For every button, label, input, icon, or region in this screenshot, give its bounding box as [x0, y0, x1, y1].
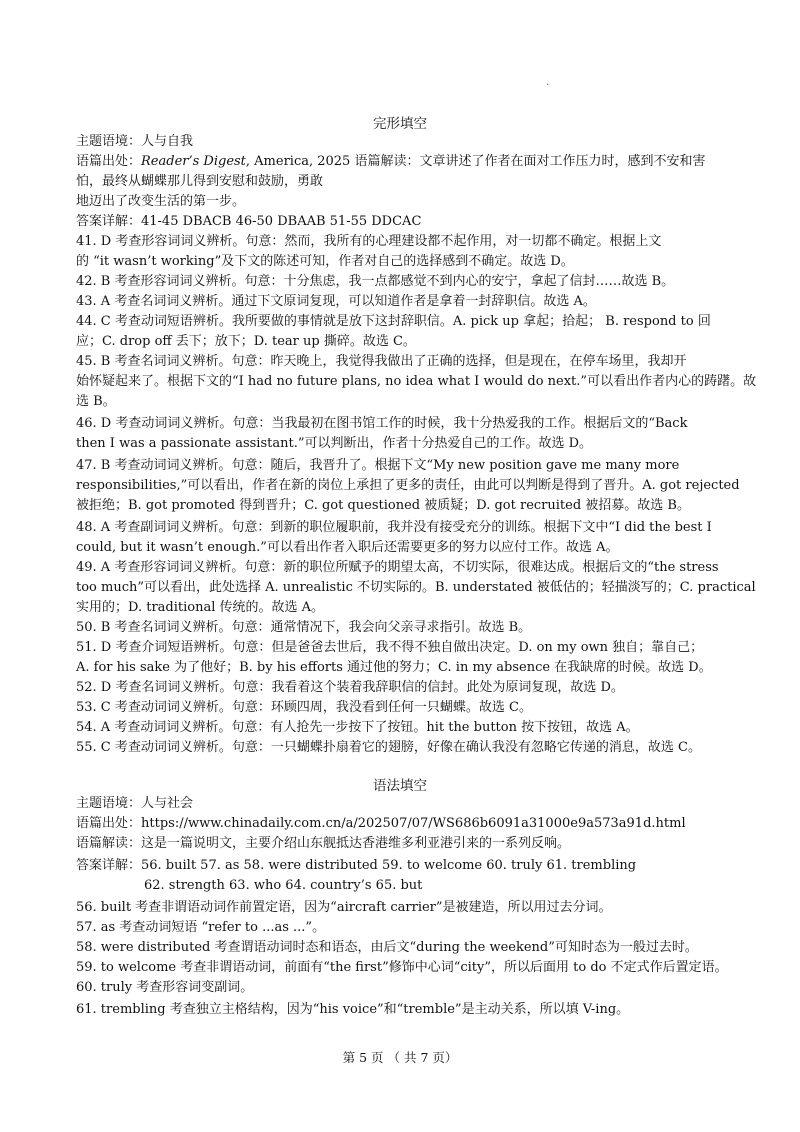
cloze-source-publication: Reader’s Digest — [141, 154, 246, 169]
cloze-summary-line-1: 怕，最终从蝴蝶那儿得到安慰和鼓励，勇敢 — [76, 174, 324, 189]
grammar-item-line: 57. as 考查动词短语 “refer to ...as ...”。 — [76, 920, 326, 935]
cloze-item-line: 始怀疑起来了。根据下文的“I had no future plans, no idea what I would do next.”可以看出作者内心的踌躇。故 — [76, 374, 757, 389]
cloze-item-line: 48. A 考查副词词义辨析。句意：到新的职位履职前，我并没有接受充分的训练。根据下文中“I did the best I — [76, 520, 712, 535]
grammar-section-title: 语法填空 — [373, 778, 427, 794]
cloze-item-line: A. for his sake 为了他好；B. by his efforts 通过他的努力；C. in my absence 在我缺席的时候。故选 D。 — [76, 660, 712, 675]
cloze-item-line: 42. B 考查形容词词义辨析。句意：十分焦虑，我一点都感觉不到内心的安宁，拿起了信封……故选 B。 — [76, 274, 675, 289]
cloze-item-line: 实用的；D. traditional 传统的。故选 A。 — [76, 600, 325, 615]
cloze-item-line: 53. C 考查动词词义辨析。句意：环顾四周，我没看到任何一只蝴蝶。故选 C。 — [76, 700, 532, 715]
cloze-summary-line-2: 地迈出了改变生活的第一步。 — [76, 194, 246, 209]
cloze-item-line: 51. D 考查介词短语辨析。句意：但是爸爸去世后，我不得不独自做出决定。D. on my own 独自；靠自己； — [76, 640, 704, 655]
cloze-section-title: 完形填空 — [373, 116, 427, 132]
cloze-item-line: 44. C 考查动词短语辨析。我所要做的事情就是放下这封辞职信。A. pick up 拿起；拾起； B. respond to 回 — [76, 314, 711, 329]
cloze-item-line: then I was a passionate assistant.”可以判断出，作者十分热爱自己的工作。故选 D。 — [76, 436, 593, 451]
cloze-item-line: 45. B 考查名词词义辨析。句意：昨天晚上，我觉得我做出了正确的选择，但是现在，在停车场里，我却开 — [76, 354, 687, 369]
cloze-item-line: 49. A 考查形容词词义辨析。句意：新的职位所赋予的期望太高，不切实际，很难达成。根据后文的“the stress — [76, 560, 719, 575]
grammar-item-line: 61. trembling 考查独立主格结构，因为“his voice”和“tremble”是主动关系，所以填 V-ing。 — [76, 1002, 630, 1017]
cloze-item-line: 43. A 考查名词词义辨析。通过下文原词复现，可以知道作者是拿着一封辞职信。故选 A。 — [76, 294, 596, 309]
cloze-item-line: 55. C 考查动词词义辨析。句意：一只蝴蝶扑扇着它的翅膀，好像在确认我没有忽略它传递的消息，故选 C。 — [76, 740, 701, 755]
cloze-item-line: 50. B 考查名词词义辨析。句意：通常情况下，我会向父亲寻求指引。故选 B。 — [76, 620, 532, 635]
corner-mark: · — [546, 80, 550, 91]
cloze-item-line: could, but it wasn’t enough.”可以看出作者入职后还需要更多的努力以应付工作。故选 A。 — [76, 540, 619, 555]
cloze-item-line: 应；C. drop off 丢下；放下；D. tear up 撕碎。故选 C。 — [76, 334, 416, 349]
cloze-source-prefix: 语篇出处： — [76, 154, 142, 169]
grammar-item-line: 56. built 考查非谓语动词作前置定语，因为“aircraft carrier”是被建造，所以用过去分词。 — [76, 900, 612, 915]
cloze-theme: 主题语境：人与自我 — [76, 134, 194, 149]
cloze-item-line: 54. A 考查动词词义辨析。句意：有人抢先一步按下了按钮。hit the button 按下按钮，故选 A。 — [76, 720, 639, 735]
cloze-item-line: 46. D 考查动词词义辨析。句意：当我最初在图书馆工作的时候，我十分热爱我的工作。根据后文的“Back — [76, 416, 688, 431]
grammar-item-line: 60. truly 考查形容词变副词。 — [76, 980, 254, 995]
cloze-item-line: responsibilities,”可以看出，作者在新的岗位上承担了更多的责任，由此可以判断是得到了晋升。A. got rejected — [76, 478, 740, 493]
grammar-summary: 语篇解读：这是一篇说明文，主要介绍山东舰抵达香港维多利亚港引来的一系列反响。 — [76, 836, 571, 851]
grammar-item-line: 58. were distributed 考查谓语动词时态和语态，由后文“during the weekend”可知时态为一般过去时。 — [76, 940, 698, 955]
cloze-source-suffix: , America, 2025 语篇解读：文章讲述了作者在面对工作压力时，感到不安和害 — [245, 154, 706, 169]
cloze-answers: 答案详解：41-45 DBACB 46-50 DBAAB 51-55 DDCAC — [76, 214, 422, 229]
cloze-item-line: 41. D 考查形容词词义辨析。句意：然而，我所有的心理建设都不起作用，对一切都不确定。根据上文 — [76, 234, 662, 249]
page-footer: 第 5 页 （ 共 7 页） — [342, 1050, 458, 1065]
cloze-item-line: 选 B。 — [76, 394, 116, 409]
cloze-item-line: 52. D 考查名词词义辨析。句意：我看着这个装着我辞职信的信封。此处为原词复现，故选 D。 — [76, 680, 624, 695]
cloze-item-line: 47. B 考查动词词义辨析。句意：随后，我晋升了。根据下文“My new position gave me many more — [76, 458, 680, 473]
grammar-item-line: 59. to welcome 考查非谓语动词，前面有“the first”修饰中心词“city”，所以后面用 to do 不定式作后置定语。 — [76, 960, 728, 975]
cloze-source — [76, 152, 736, 172]
cloze-item-line: 被拒绝；B. got promoted 得到晋升；C. got questioned 被质疑；D. got recruited 被招募。故选 B。 — [76, 498, 690, 513]
grammar-theme: 主题语境：人与社会 — [76, 796, 194, 811]
grammar-answers-line-2: 62. strength 63. who 64. country’s 65. but — [144, 878, 423, 893]
grammar-source: 语篇出处：https://www.chinadaily.com.cn/a/202507/07/WS686b6091a31000e9a573a91d.html — [76, 816, 686, 831]
grammar-answers-line-1: 答案详解：56. built 57. as 58. were distributed 59. to welcome 60. truly 61. trembling — [76, 858, 637, 873]
cloze-item-line: 的 “it wasn’t working”及下文的陈述可知，作者对自己的选择感到不确定。故选 D。 — [76, 254, 574, 269]
cloze-item-line: too much”可以看出，此处选择 A. unrealistic 不切实际的。B. understated 被低估的；轻描淡写的；C. practical — [76, 580, 756, 595]
